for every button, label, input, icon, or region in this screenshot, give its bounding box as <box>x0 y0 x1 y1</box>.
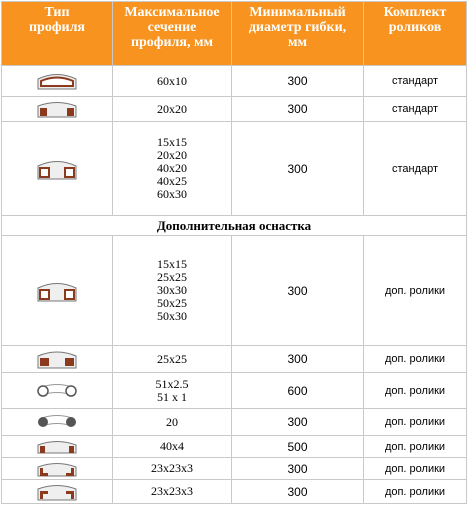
max-section-cell: 15x15 25x25 30x30 50x25 50x30 <box>113 236 232 346</box>
min-diameter-cell: 300 <box>232 122 364 216</box>
section-title-row <box>2 216 467 236</box>
table-row <box>2 122 467 216</box>
header-roller-kit: Комплект роликов <box>364 2 467 66</box>
max-section-cell: 51x2.5 51 x 1 <box>113 373 232 409</box>
section-title: Дополнительная оснастка <box>2 216 467 236</box>
header-profile-type: Тип профиля <box>2 2 113 66</box>
square-bar-profile-icon <box>36 349 78 369</box>
profile-type-cell <box>2 346 113 373</box>
roller-kit-cell: стандарт <box>364 122 467 216</box>
square-tube-profile-icon <box>36 280 78 302</box>
profile-type-cell <box>2 480 113 504</box>
square-tube-profile-icon <box>36 158 78 180</box>
profile-spec-table <box>1 1 467 504</box>
min-diameter-cell: 300 <box>232 97 364 122</box>
header-min-diameter: Минимальный диаметр гибки, мм <box>232 2 364 66</box>
table-row <box>2 436 467 458</box>
profile-type-cell <box>2 236 113 346</box>
flat-strip-profile-icon <box>36 439 78 455</box>
table-row <box>2 236 467 346</box>
min-diameter-cell: 300 <box>232 480 364 504</box>
roller-kit-cell: доп. ролики <box>364 236 467 346</box>
profile-type-cell <box>2 373 113 409</box>
table-row <box>2 66 467 97</box>
table-row <box>2 458 467 480</box>
max-section-cell: 20x20 <box>113 97 232 122</box>
roller-kit-cell: доп. ролики <box>364 409 467 436</box>
header-max-section: Максимальное сечение профиля, мм <box>113 2 232 66</box>
profile-type-cell <box>2 458 113 480</box>
flat-bar-profile-icon <box>36 100 78 118</box>
round-pipe-profile-icon <box>36 381 78 401</box>
header-row <box>2 2 467 66</box>
min-diameter-cell: 300 <box>232 236 364 346</box>
angle-reverse-profile-icon <box>36 483 78 501</box>
max-section-cell: 25x25 <box>113 346 232 373</box>
max-section-cell: 23x23x3 <box>113 480 232 504</box>
min-diameter-cell: 300 <box>232 346 364 373</box>
profile-type-cell <box>2 409 113 436</box>
table-row <box>2 373 467 409</box>
roller-kit-cell: стандарт <box>364 66 467 97</box>
table-row <box>2 346 467 373</box>
max-section-cell: 40x4 <box>113 436 232 458</box>
max-section-cell: 60x10 <box>113 66 232 97</box>
min-diameter-cell: 300 <box>232 458 364 480</box>
round-bar-profile-icon <box>36 412 78 432</box>
angle-profile-icon <box>36 461 78 477</box>
max-section-cell: 20 <box>113 409 232 436</box>
profile-type-cell <box>2 97 113 122</box>
max-section-cell: 15x15 20x20 40x20 40x25 60x30 <box>113 122 232 216</box>
table-row <box>2 480 467 504</box>
roller-kit-cell: стандарт <box>364 97 467 122</box>
table-row <box>2 97 467 122</box>
min-diameter-cell: 300 <box>232 409 364 436</box>
roller-kit-cell: доп. ролики <box>364 346 467 373</box>
rectangular-tube-profile-icon <box>36 71 78 91</box>
roller-kit-cell: доп. ролики <box>364 436 467 458</box>
roller-kit-cell: доп. ролики <box>364 480 467 504</box>
min-diameter-cell: 600 <box>232 373 364 409</box>
profile-type-cell <box>2 122 113 216</box>
roller-kit-cell: доп. ролики <box>364 373 467 409</box>
table-row <box>2 409 467 436</box>
profile-type-cell <box>2 436 113 458</box>
max-section-cell: 23x23x3 <box>113 458 232 480</box>
min-diameter-cell: 500 <box>232 436 364 458</box>
profile-type-cell <box>2 66 113 97</box>
min-diameter-cell: 300 <box>232 66 364 97</box>
roller-kit-cell: доп. ролики <box>364 458 467 480</box>
